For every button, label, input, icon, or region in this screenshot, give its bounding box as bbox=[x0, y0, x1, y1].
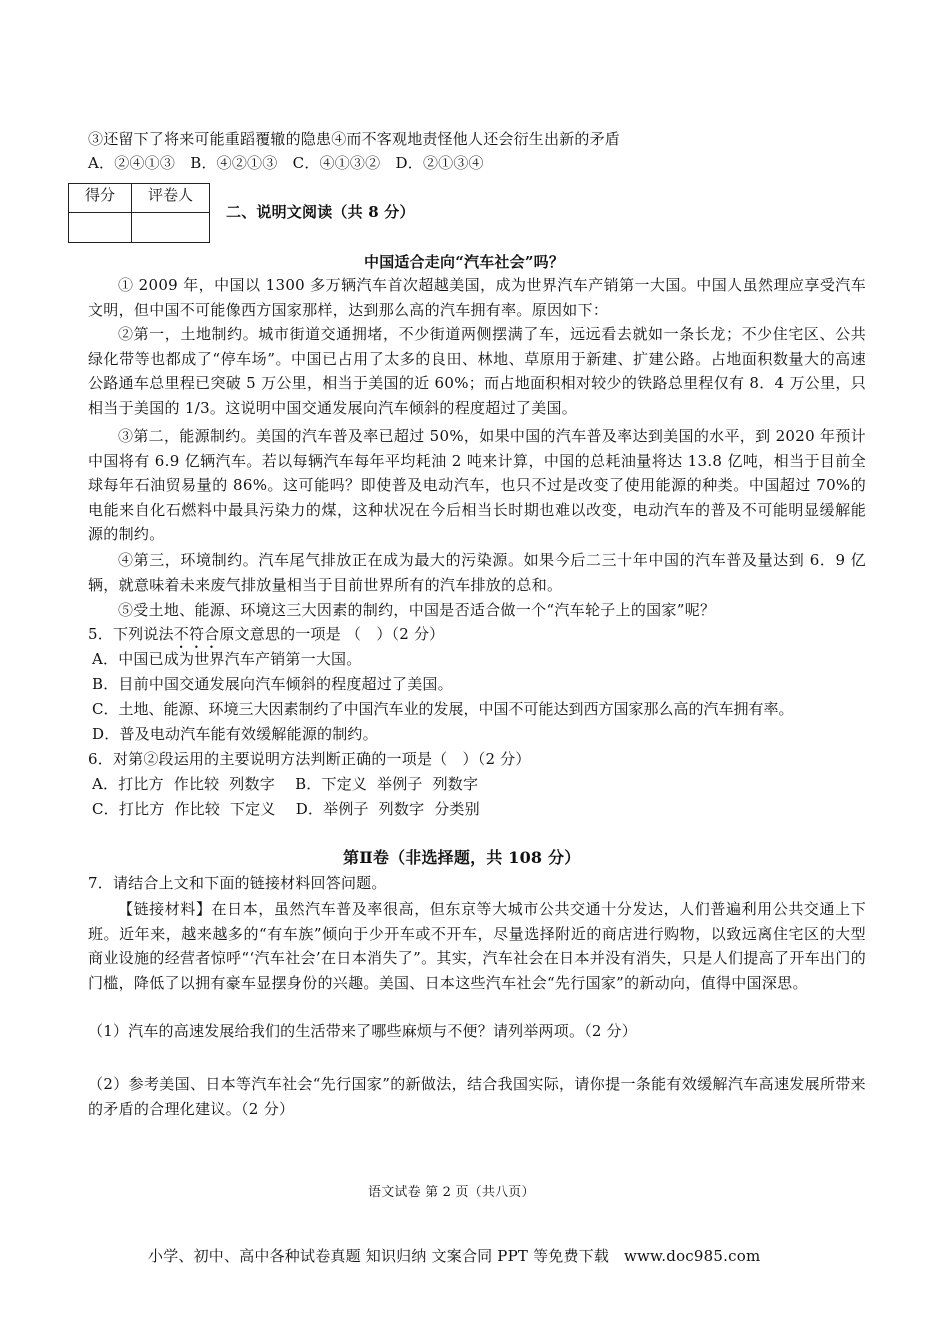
grader-label: 评卷人 bbox=[132, 184, 210, 213]
question-5-stem-post: 原文意思的一项是 （ ）（2 分） bbox=[219, 625, 445, 643]
question-5-emphasis: 不符合 bbox=[173, 625, 220, 643]
score-box bbox=[68, 183, 210, 243]
previous-question-options: A．②④①③ B．④②①③ C．④①③② D．②①③④ bbox=[88, 154, 484, 172]
question-5-option-c: C．土地、能源、环境三大因素制约了中国汽车业的发展，中国不可能达到西方国家那么高的汽车拥有率。 bbox=[92, 700, 794, 718]
question-7-stem: 7．请结合上文和下面的链接材料回答问题。 bbox=[88, 874, 387, 892]
score-label: 得分 bbox=[69, 184, 132, 213]
score-cell bbox=[69, 213, 132, 243]
article-paragraph-3: ③第二，能源制约。美国的汽车普及率已超过 50%，如果中国的汽车普及率达到美国的水平，到 2020 年预计中国将有 6.9 亿辆汽车。若以每辆汽车每年平均耗油 2 吨来计算，中国的总耗油量将达 13.8 亿吨，相当于目前全球每年石油贸易量的 86%。这可能吗？即使普及电动汽车，也只不过是改变了使用能源的种类。中国超过 70%的电能来自化石燃料中最具污染力的煤，这种状况在今后相当长时期也难以改变，电动汽车的普及不可能明显缓解能源的制约。 bbox=[88, 427, 866, 544]
part-2-heading: 第Ⅱ卷（非选择题，共 108 分） bbox=[343, 848, 581, 867]
question-5-option-a: A．中国已成为世界汽车产销第一大国。 bbox=[92, 650, 362, 668]
grader-cell bbox=[132, 213, 210, 243]
article-title: 中国适合走向“汽车社会”吗？ bbox=[364, 253, 565, 271]
link-material: 【链接材料】在日本，虽然汽车普及率很高，但东京等大城市公共交通十分发达，人们普遍利用公共交通上下班。近年来，越来越多的“有车族”倾向于少开车或不开车，尽量选择附近的商店进行购物，以致远离住宅区的大型商业设施的经营者惊呼“‘汽车社会’在日本消失了”。其实，汽车社会在日本并没有消失，只是人们提高了开车出门的门槛，降低了以拥有豪车显摆身份的兴趣。美国、日本这些汽车社会“先行国家”的新动向，值得中国深思。 bbox=[88, 900, 866, 992]
promo-footer: 小学、初中、高中各种试卷真题 知识归纳 文案合同 PPT 等免费下载 www.doc985.com bbox=[148, 1247, 761, 1265]
question-7-1: （1）汽车的高速发展给我们的生活带来了哪些麻烦与不便？请列举两项。（2 分） bbox=[88, 1022, 637, 1040]
question-6-options-row-2: C．打比方 作比较 下定义 D．举例子 列数字 分类别 bbox=[92, 800, 480, 818]
article-paragraph-2: ②第一，土地制约。城市街道交通拥堵，不少街道两侧摆满了车，远远看去就如一条长龙；不少住宅区、公共绿化带等也都成了“停车场”。中国已占用了太多的良田、林地、草原用于新建、扩建公路。占地面积数量大的高速公路通车总里程已突破 5 万公里，相当于美国的近 60%；而占地面积相对较少的铁路总里程仅有 8．4 万公里，只相当于美国的 1/3。这说明中国交通发展向汽车倾斜的程度超过了美国。 bbox=[88, 325, 866, 417]
article-paragraph-5: ⑤受土地、能源、环境这三大因素的制约，中国是否适合做一个“汽车轮子上的国家”呢？ bbox=[118, 601, 716, 619]
question-5-option-b: B．目前中国交通发展向汽车倾斜的程度超过了美国。 bbox=[92, 675, 453, 693]
question-6-options-row-1: A．打比方 作比较 列数字 B．下定义 举例子 列数字 bbox=[92, 775, 479, 793]
question-7-2: （2）参考美国、日本等汽车社会“先行国家”的新做法，结合我国实际，请你提一条能有效缓解汽车高速发展所带来的矛盾的合理化建议。（2 分） bbox=[88, 1075, 866, 1118]
question-5-stem-pre: 5．下列说法 bbox=[88, 625, 174, 643]
previous-question-line: ③还留下了将来可能重蹈覆辙的隐患④而不客观地责怪他人还会衍生出新的矛盾 bbox=[88, 130, 621, 148]
page-number: 语文试卷 第 2 页（共八页） bbox=[368, 1185, 535, 1200]
question-6-stem: 6．对第②段运用的主要说明方法判断正确的一项是（ ）（2 分） bbox=[88, 750, 531, 768]
article-paragraph-1: ① 2009 年，中国以 1300 多万辆汽车首次超越美国，成为世界汽车产销第一大国。中国人虽然理应享受汽车文明，但中国不可能像西方国家那样，达到那么高的汽车拥有率。原因如下： bbox=[88, 276, 866, 319]
article-paragraph-4: ④第三，环境制约。汽车尾气排放正在成为最大的污染源。如果今后二三十年中国的汽车普及量达到 6．9 亿辆，就意味着未来废气排放量相当于目前世界所有的汽车排放的总和。 bbox=[88, 551, 866, 594]
question-5-option-d: D．普及电动汽车能有效缓解能源的制约。 bbox=[92, 725, 378, 743]
section-heading: 二、说明文阅读（共 8 分） bbox=[226, 203, 415, 221]
